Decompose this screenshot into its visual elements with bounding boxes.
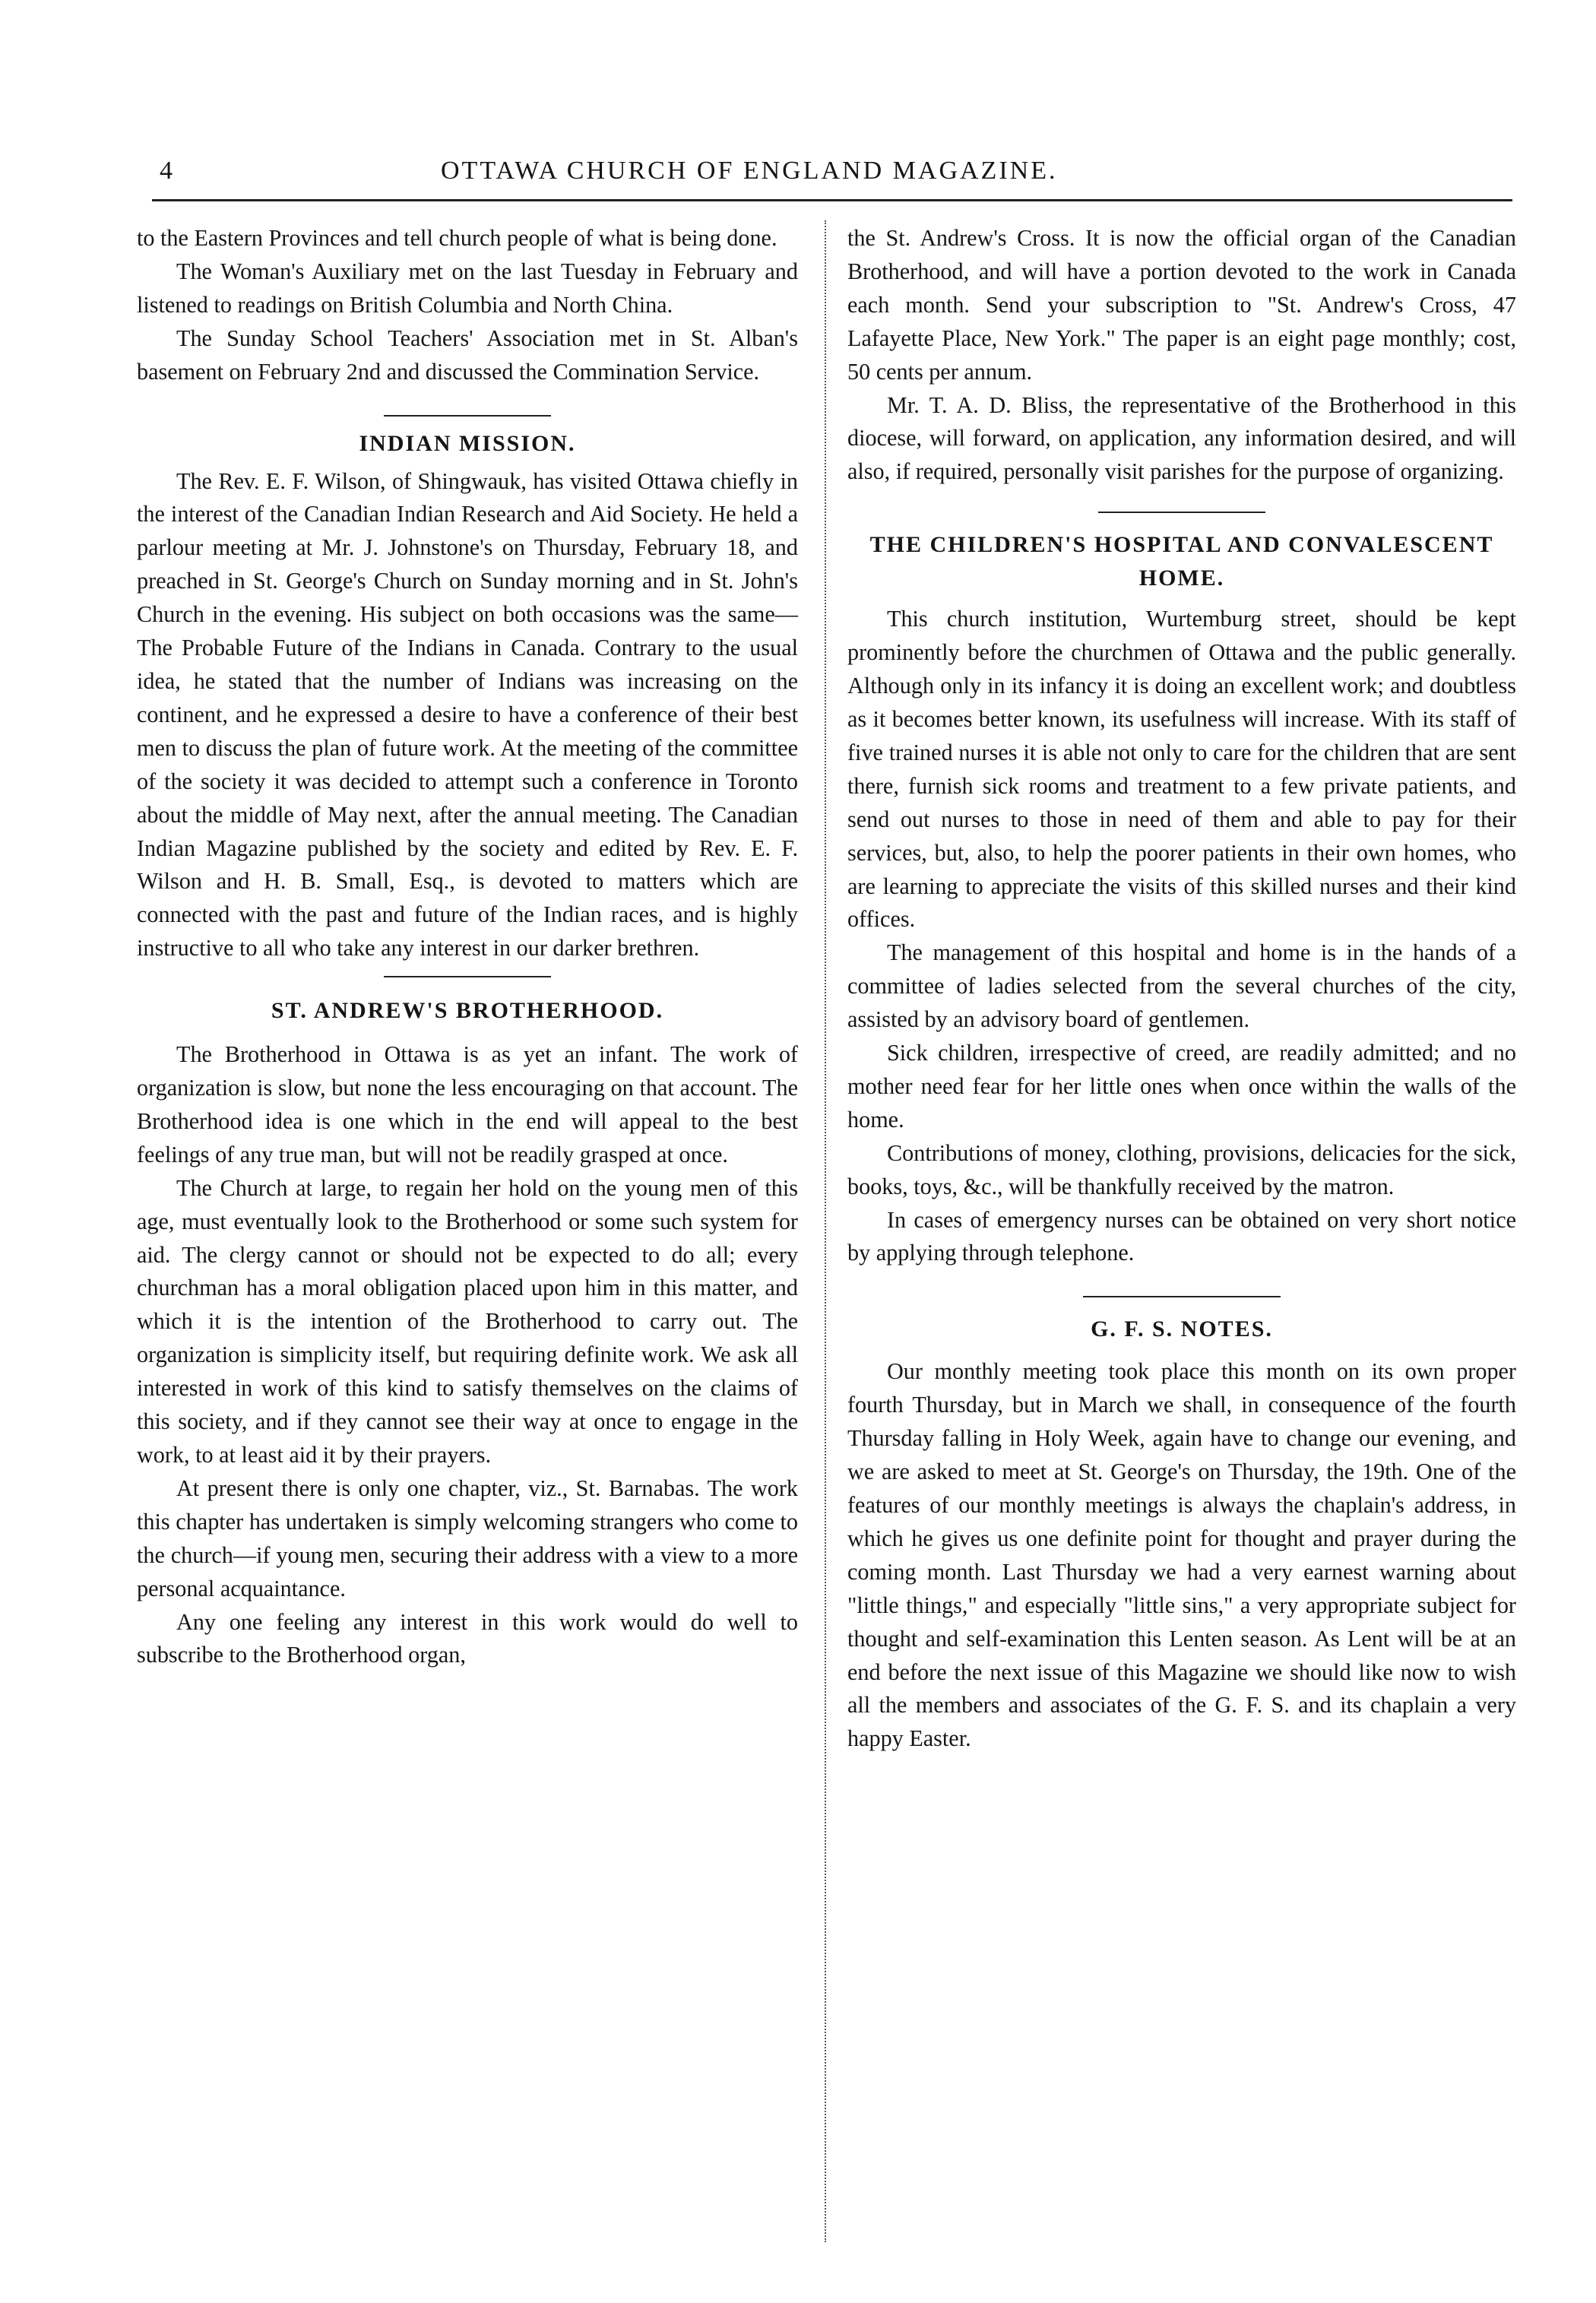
page-number: 4 (160, 157, 173, 185)
hospital-paragraph: Contributions of money, clothing, provisions, delicacies for the sick, books, toys, &c., will be thankfully received by the matron. (847, 1139, 1516, 1199)
running-head (152, 157, 1512, 202)
magazine-title: OTTAWA CHURCH OF ENGLAND MAGAZINE. (441, 157, 1058, 185)
brotherhood-paragraph: The Brotherhood in Ottawa is as yet an infant. The work of organization is slow, but none the less encouraging on that account. The Brotherhood idea is one which in the end will appeal to the best feelings of any true man, but will not be readily grasped at once. (137, 1041, 798, 1167)
indian-mission-heading: INDIAN MISSION. (359, 430, 576, 456)
left-column (137, 222, 798, 1672)
hospital-paragraph: Sick children, irrespective of creed, are readily admitted; and no mother need fear for her little ones when once within the walls of the home. (847, 1040, 1516, 1132)
hospital-paragraph: In cases of emergency nurses can be obtained on very short notice by applying through telephone. (847, 1206, 1516, 1266)
brotherhood-paragraph: At present there is only one chapter, viz., St. Barnabas. The work this chapter has undertaken is simply welcoming strangers who come to the church—if young men, securing their address with a view to a more personal acquaintance. (137, 1475, 798, 1601)
hospital-paragraph: The management of this hospital and home is in the hands of a committee of ladies selected from the several churches of the city, assisted by an advisory board of gentlemen. (847, 939, 1516, 1033)
gfs-notes-paragraph: Our monthly meeting took place this month on its own proper fourth Thursday, but in March we shall, in consequence of the fourth Thursday falling in Holy Week, again have to change our evening, and we are asked to meet at St. George's on Thursday, the 19th. One of the features of our monthly meetings is always the chaplain's address, in which he gives us one definite point for thought and prayer during the coming month. Last Thursday we had a very earnest warning about "little things," and especially "little sins," a very appropriate subject for thought and self-examination this Lenten season. As Lent will be at an end before the next issue of this Magazine we should like now to wish all the members and associates of the G. F. S. and its chaplain a very happy Easter. (847, 1358, 1516, 1752)
brotherhood-continued-paragraph: Mr. T. A. D. Bliss, the representative of the Brotherhood in this diocese, will forward, on application, any information desired, and will also, if required, personally visit parishes for the purpose of organizing. (847, 391, 1516, 485)
hospital-heading: THE CHILDREN'S HOSPITAL AND CONVALESCENT HOME. (869, 532, 1494, 591)
brotherhood-heading: ST. ANDREW'S BROTHERHOOD. (271, 998, 664, 1024)
gfs-notes-heading: G. F. S. NOTES. (1091, 1316, 1273, 1342)
indian-mission-paragraph: The Rev. E. F. Wilson, of Shingwauk, has visited Ottawa chiefly in the interest of the Canadian Indian Research and Aid Society. He held a parlour meeting at Mr. J. Johnstone's on Thursday, February 18, and preached in St. George's Church on Sunday morning and in St. John's Church in the evening. His subject on both occasions was the same—The Probable Future of the Indians in Canada. Contrary to the usual idea, he stated that the number of Indians was increasing on the continent, and he expressed a desire to have a conference of their best men to discuss the plan of future work. At the meeting of the committee of the society it was decided to attempt such a conference in Toronto about the middle of May next, after the annual meeting. The Canadian Indian Magazine published by the society and edited by Rev. E. F. Wilson and H. B. Small, Esq., is devoted to matters which are connected with the past and future of the Indian races, and is highly instructive to all who take any interest in our darker brethren. (137, 467, 798, 961)
right-column (847, 222, 1516, 1756)
header-rule (152, 199, 1512, 201)
hospital-paragraph: This church institution, Wurtemburg street, should be kept prominently before the churchmen of Ottawa and the public generally. Although only in its infancy it is doing an excellent work; and doubtless as it becomes better known, its usefulness will increase. With its staff of five trained nurses it is able not only to care for the children that are sent there, furnish sick rooms and treatment to a few private patients, and send out nurses to those in need of them and able to pay for their services, but, also, to help the poorer patients in their own homes, who are learning to appreciate the visits of this skilled nurses and their kind offices. (847, 606, 1516, 933)
womans-auxiliary-paragraph: The Woman's Auxiliary met on the last Tuesday in February and listened to readings on British Columbia and North China. (137, 258, 798, 318)
sunday-school-paragraph: The Sunday School Teachers' Association met in St. Alban's basement on February 2nd and discussed the Commination Service. (137, 325, 798, 385)
brotherhood-paragraph: Any one feeling any interest in this work would do well to subscribe to the Brotherhood organ, (137, 1608, 798, 1668)
column-divider (825, 220, 826, 2242)
intro-paragraph: to the Eastern Provinces and tell church people of what is being done. (137, 225, 777, 251)
brotherhood-continued-paragraph: the St. Andrew's Cross. It is now the official organ of the Canadian Brotherhood, and will have a portion devoted to the work in Canada each month. Send your subscription to "St. Andrew's Cross, 47 Lafayette Place, New York." The paper is an eight page monthly; cost, 50 cents per annum. (847, 225, 1516, 385)
brotherhood-paragraph: The Church at large, to regain her hold on the young men of this age, must eventually look to the Brotherhood or some such system for aid. The clergy cannot or should not be expected to do all; every churchman has a moral obligation placed upon him in this matter, and which it is the intention of the Brotherhood to carry out. The organization is simplicity itself, but requiring definite work. We ask all interested in work of this kind to satisfy themselves on the claims of this society, and if they cannot see their way at once to engage in the work, to at least aid it by their prayers. (137, 1174, 798, 1468)
